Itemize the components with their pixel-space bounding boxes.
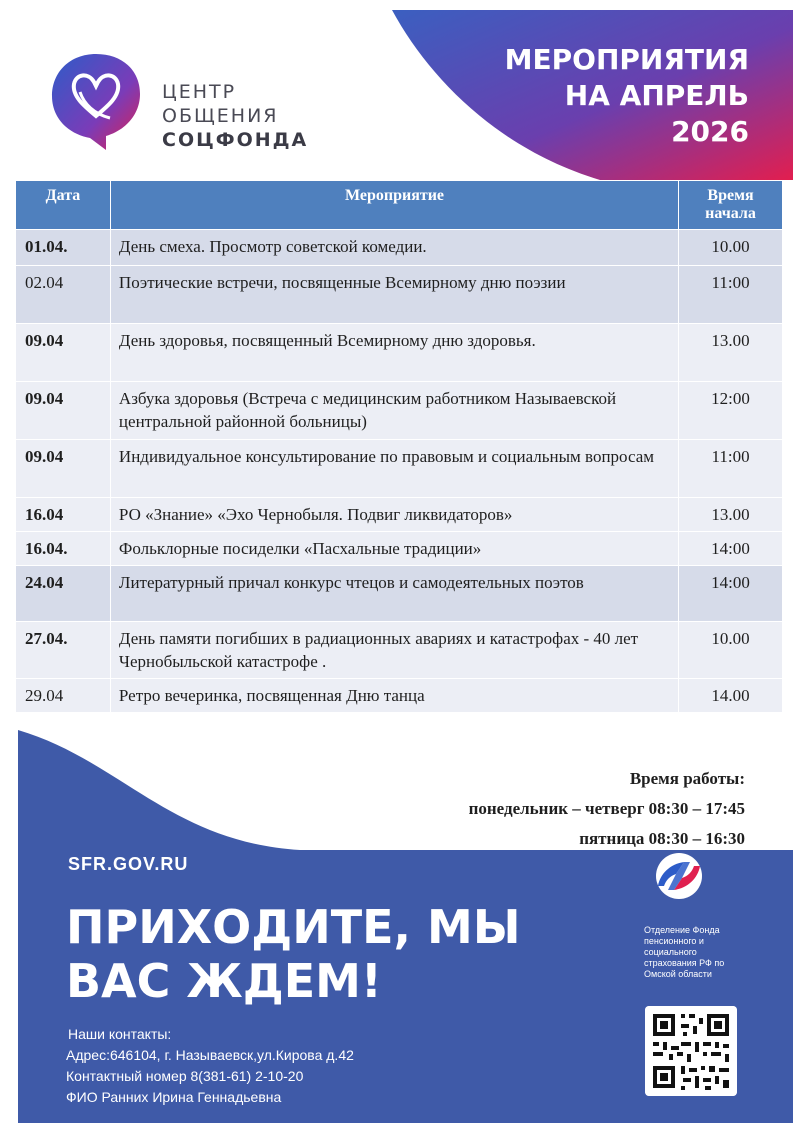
row-time: 14:00: [679, 566, 783, 622]
table-row: [16, 679, 783, 713]
table-row: [16, 266, 783, 324]
title-line-3: 2026: [671, 115, 749, 148]
row-date: 29.04: [16, 679, 111, 713]
row-event: День смеха. Просмотр советской комедии.: [110, 230, 678, 266]
header-date: Дата: [16, 181, 111, 230]
row-event: Ретро вечеринка, посвященная Дню танца: [110, 679, 678, 713]
row-date: 01.04.: [16, 230, 111, 266]
row-time: 10.00: [679, 230, 783, 266]
row-date: 09.04: [16, 382, 111, 440]
hours-line-1: понедельник – четверг 08:30 – 17:45: [468, 799, 745, 818]
events-table: [15, 180, 783, 713]
row-time: 14:00: [679, 532, 783, 566]
contacts-person: ФИО Ранних Ирина Геннадьевна: [66, 1089, 282, 1105]
row-date: 09.04: [16, 324, 111, 382]
row-time: 11:00: [679, 266, 783, 324]
sfr-caption: Отделение Фонда пенсионного и социального страхования РФ по Омской области: [644, 925, 725, 979]
logo-line-1: ЦЕНТР: [162, 81, 237, 103]
row-time: 12:00: [679, 382, 783, 440]
row-event: Индивидуальное консультирование по правовым и социальным вопросам: [110, 440, 678, 498]
table-row: [16, 622, 783, 679]
contacts-phone: Контактный номер 8(381-61) 2-10-20: [66, 1068, 304, 1084]
site-link[interactable]: SFR.GOV.RU: [68, 854, 189, 874]
contacts-address: Адрес:646104, г. Называевск,ул.Кирова д.42: [66, 1047, 354, 1063]
row-event: РО «Знание» «Эхо Чернобыля. Подвиг ликвидаторов»: [110, 498, 678, 532]
row-time: 13.00: [679, 498, 783, 532]
row-date: 27.04.: [16, 622, 111, 679]
header-event: Мероприятие: [110, 181, 678, 230]
row-time: 13.00: [679, 324, 783, 382]
title-line-1: МЕРОПРИЯТИЯ: [504, 43, 749, 76]
table-row: [16, 324, 783, 382]
welcome-line-1: ПРИХОДИТЕ, МЫ: [66, 900, 521, 954]
table-row: [16, 440, 783, 498]
hours-line-2: пятница 08:30 – 16:30: [579, 829, 745, 848]
row-time: 10.00: [679, 622, 783, 679]
table-row: [16, 230, 783, 266]
title-line-2: НА АПРЕЛЬ: [564, 79, 749, 112]
logo-text: [162, 80, 308, 152]
row-event: Азбука здоровья (Встреча с медицинским работником Называевской центральной районной больницы): [110, 382, 678, 440]
row-date: 16.04.: [16, 532, 111, 566]
working-hours: [469, 764, 745, 854]
logo-line-2: ОБЩЕНИЯ: [162, 105, 279, 127]
heart-speech-bubble-icon: [50, 52, 142, 152]
row-event: День памяти погибших в радиационных авариях и катастрофах - 40 лет Чернобыльской катастрофе .: [110, 622, 678, 679]
table-header-row: [16, 181, 783, 230]
contacts-title: Наши контакты:: [68, 1026, 172, 1042]
header-time: Время начала: [679, 181, 783, 230]
welcome-slogan: [66, 900, 546, 1008]
row-event: Фольклорные посиделки «Пасхальные традиции»: [110, 532, 678, 566]
sfr-logo-icon: [646, 852, 712, 900]
table-row: [16, 382, 783, 440]
row-event: Поэтические встречи, посвященные Всемирному дню поэзии: [110, 266, 678, 324]
row-date: 02.04: [16, 266, 111, 324]
qr-code-icon: [645, 1006, 737, 1096]
contacts: [66, 1024, 354, 1108]
row-event: Литературный причал конкурс чтецов и самодеятельных поэтов: [110, 566, 678, 622]
row-time: 14.00: [679, 679, 783, 713]
row-event: День здоровья, посвященный Всемирному дню здоровья.: [110, 324, 678, 382]
row-date: 09.04: [16, 440, 111, 498]
table-row: [16, 498, 783, 532]
welcome-line-2: ВАС ЖДЕМ!: [66, 954, 382, 1008]
hours-title: Время работы:: [629, 769, 745, 788]
table-row: [16, 532, 783, 566]
page-title: [429, 42, 749, 150]
row-time: 11:00: [679, 440, 783, 498]
row-date: 16.04: [16, 498, 111, 532]
row-date: 24.04: [16, 566, 111, 622]
table-row: [16, 566, 783, 622]
logo-line-3: СОЦФОНДА: [162, 129, 309, 151]
